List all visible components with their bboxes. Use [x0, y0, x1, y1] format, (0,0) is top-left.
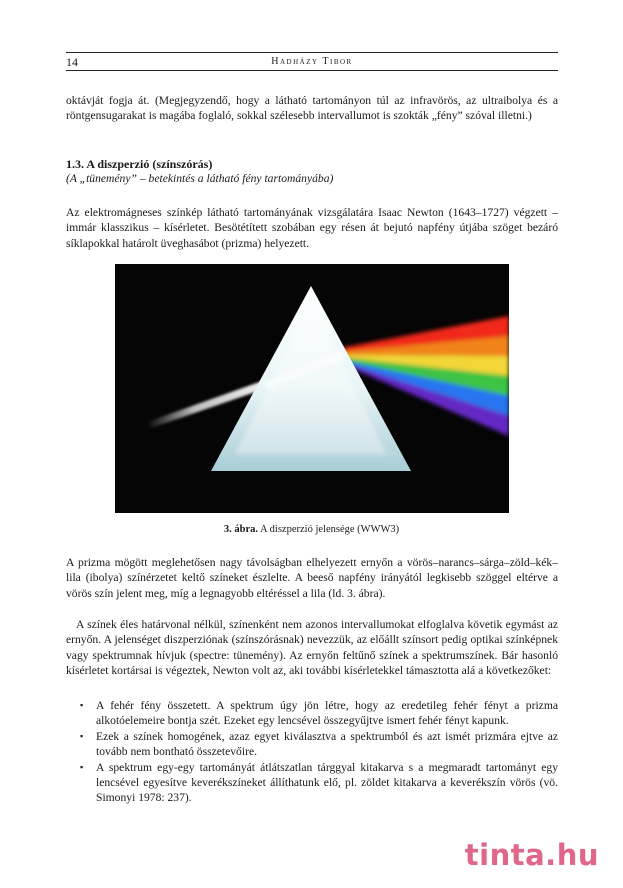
- page-number: 14: [66, 55, 78, 69]
- figure-caption-label: 3. ábra.: [223, 524, 258, 535]
- prism-illustration: [115, 264, 509, 513]
- paragraph-intro: oktávját fogja át. (Megjegyzendő, hogy a látható tartományon túl az infravörös, az ultraibolya és a röntgensugarakat is magába foglaló, sokkal szélesebb intervallumot is szokták „fény” szóval illetni.): [66, 94, 558, 123]
- list-item-text: Ezek a színek homogének, azaz egyet kiválasztva a spektrumból és azt ismét prizmára ejtve az tovább nem bontható összetevőire.: [96, 729, 558, 759]
- header-rule-top: [66, 52, 558, 53]
- paragraph-spectrum-colors: A színek éles határvonal nélkül, színenként nem azonos intervallumokat elfoglalva követik egymást az ernyőn. A jelenséget diszperziónak (színszórásnak) nevezzük, az előállt színsort pedig optikai színképnek vagy spektrumnak hívjuk (spectre: tünemény). Az ernyőn feltűnő színek a spektrumszínek. Bár hasonló kísérletet kortársai is végeztek, Newton volt az, aki további kísérletekkel támasztotta alá a következőket:: [66, 618, 558, 678]
- list-item: [66, 760, 558, 806]
- newton-findings-list: [66, 698, 558, 806]
- list-item: [66, 698, 558, 729]
- tinta-watermark-logo: tinta.hu: [464, 838, 599, 872]
- paragraph-prism-screen: A prizma mögött meglehetősen nagy távolságban elhelyezett ernyőn a vörös–narancs–sárga–zöld–kék–lila (ibolya) színérzetet keltő színeket észlelte. A beeső napfény irányától legkisebb szöggel eltérve a vörös szín jelent meg, míg a legnagyobb eltéréssel a lila (ld. 3. ábra).: [66, 556, 558, 600]
- running-header: [66, 52, 558, 72]
- bullet-marker: ▪: [80, 730, 84, 741]
- bullet-marker: ▪: [80, 761, 84, 772]
- list-item: [66, 729, 558, 760]
- figure-caption: [0, 524, 623, 535]
- list-item-text: A spektrum egy-egy tartományát átlátszatlan tárggyal kitakarva s a megmaradt tartományt egy lencsével egyesítve keverékszíneket állíthatunk elő, pl. zöldet kitakarva a keverékszín vörös (vö. Simonyi 1978: 237).: [96, 760, 558, 805]
- list-item-text: A fehér fény összetett. A spektrum úgy jön létre, hogy az eredetileg fehér fényt a prizma alkotóelemeire bontja szét. Ezeket egy lencsével összegyűjtve ismert fehér fényt kapunk.: [96, 699, 558, 728]
- section-subtitle: (A „tünemény” – betekintés a látható fény tartományába): [66, 172, 334, 185]
- header-rule-bottom: [66, 70, 558, 71]
- section-title: 1.3. A diszperzió (színszórás): [66, 157, 213, 171]
- figure-caption-text: A diszperzió jelensége (WWW3): [258, 524, 400, 535]
- running-head-author: Hadházy Tibor: [271, 56, 353, 67]
- prism-dispersion-figure: [115, 264, 509, 513]
- prism-inner-glow: [235, 304, 387, 454]
- paragraph-newton: Az elektromágneses színkép látható tartományának vizsgálatára Isaac Newton (1643–1727) végzett – immár klasszikus – kísérletet. Besötétített szobában egy résen át bejutó napfény útjába szöget bezáró síklapokkal határolt üveghasábot (prizma) helyezett.: [66, 206, 558, 250]
- bullet-marker: ▪: [80, 700, 84, 710]
